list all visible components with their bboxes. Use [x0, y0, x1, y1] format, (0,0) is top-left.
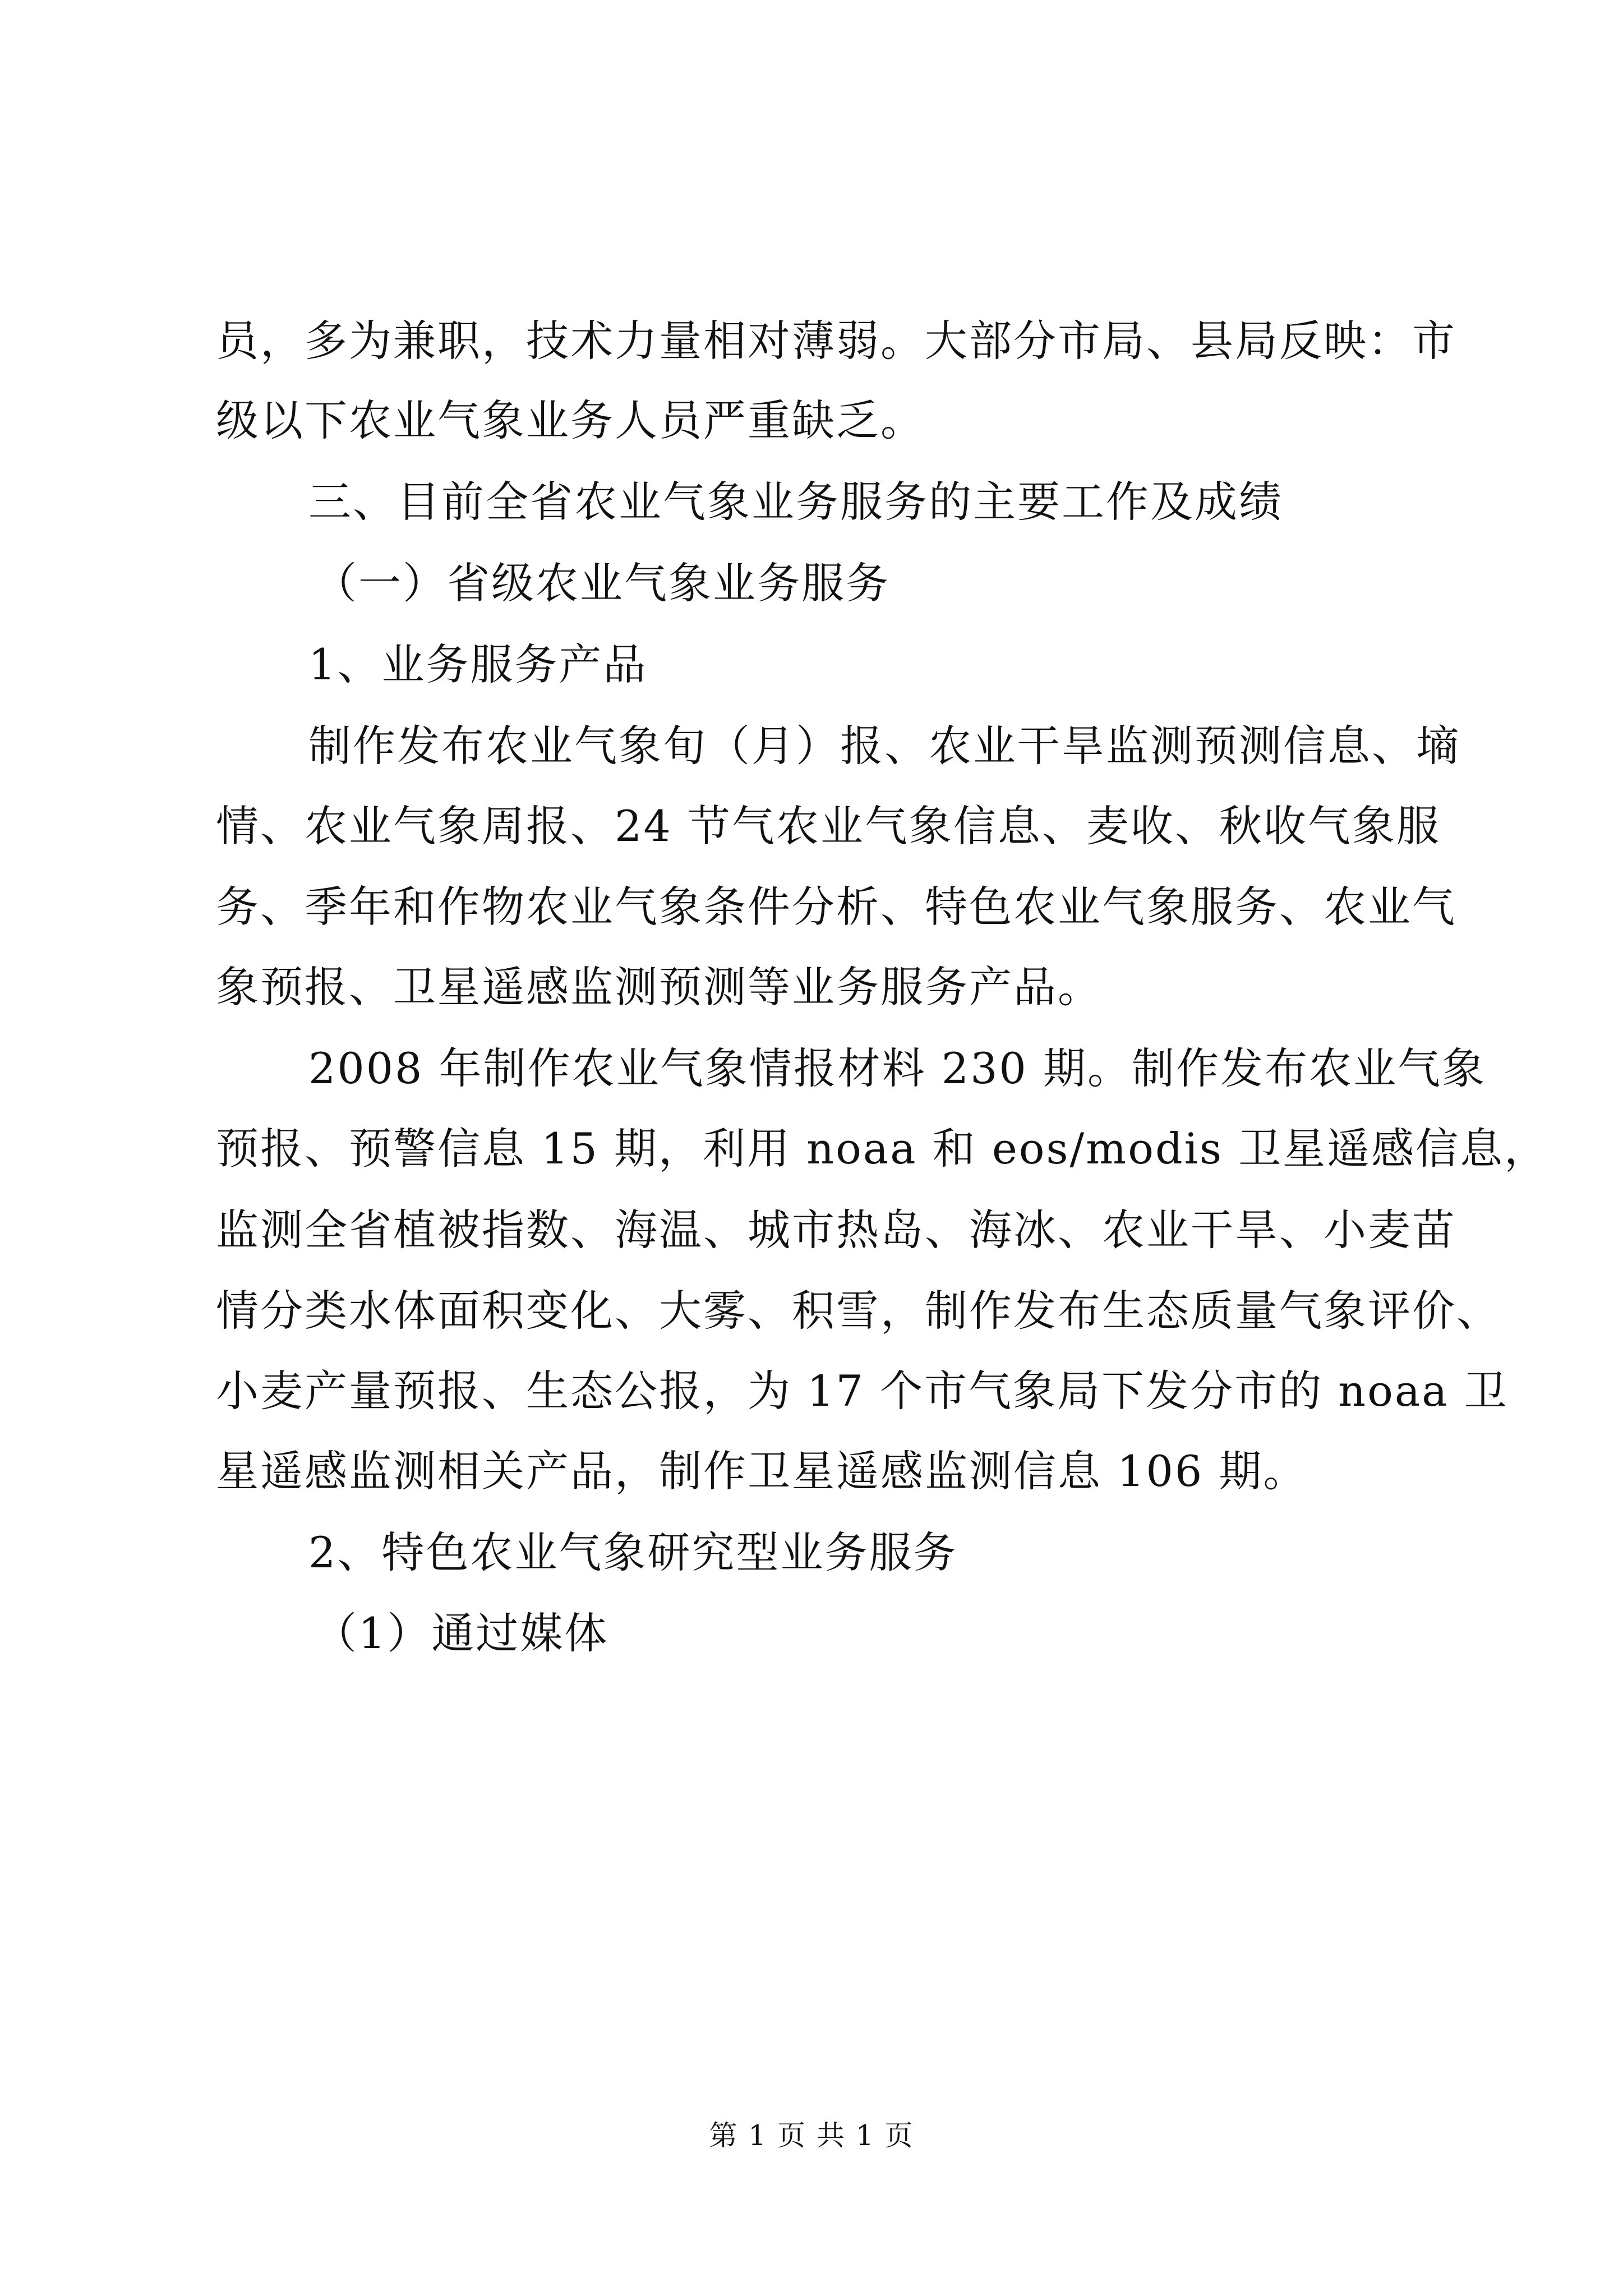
- body-line-14: 小麦产量预报、生态公报，为 17 个市气象局下发分市的 noaa 卫: [216, 1366, 1509, 1416]
- item-heading-2: 2、特色农业气象研究型业务服务: [308, 1527, 958, 1577]
- item-heading-1: 1、业务服务产品: [308, 639, 648, 689]
- body-line-13: 情分类水体面积变化、大雾、积雪，制作发布生态质量气象评价、: [216, 1286, 1501, 1336]
- body-line-6: 制作发布农业气象旬（月）报、农业干旱监测预测信息、墒: [308, 721, 1460, 771]
- body-line-7: 情、农业气象周报、24 节气农业气象信息、麦收、秋收气象服: [216, 801, 1441, 851]
- subsection-heading-1: （一）省级农业气象业务服务: [314, 558, 890, 608]
- body-line-8: 务、季年和作物农业气象条件分析、特色农业气象服务、农业气: [216, 882, 1456, 932]
- body-line-12: 监测全省植被指数、海温、城市热岛、海冰、农业干旱、小麦苗: [216, 1205, 1456, 1255]
- body-line-10: 2008 年制作农业气象情报材料 230 期。制作发布农业气象: [308, 1043, 1486, 1093]
- body-line-15: 星遥感监测相关产品，制作卫星遥感监测信息 106 期。: [216, 1446, 1308, 1496]
- body-line-9: 象预报、卫星遥感监测预测等业务服务产品。: [216, 962, 1102, 1012]
- page-number-footer: 第 1 页 共 1 页: [709, 2119, 914, 2152]
- section-heading-3: 三、目前全省农业气象业务服务的主要工作及成绩: [308, 477, 1283, 527]
- subitem-heading-1: （1）通过媒体: [314, 1608, 609, 1658]
- body-line-11: 预报、预警信息 15 期，利用 noaa 和 eos/modis 卫星遥感信息，: [216, 1124, 1549, 1174]
- body-line-1: 员，多为兼职，技术力量相对薄弱。大部分市局、县局反映：市: [216, 316, 1456, 366]
- body-line-2: 级以下农业气象业务人员严重缺乏。: [216, 395, 925, 445]
